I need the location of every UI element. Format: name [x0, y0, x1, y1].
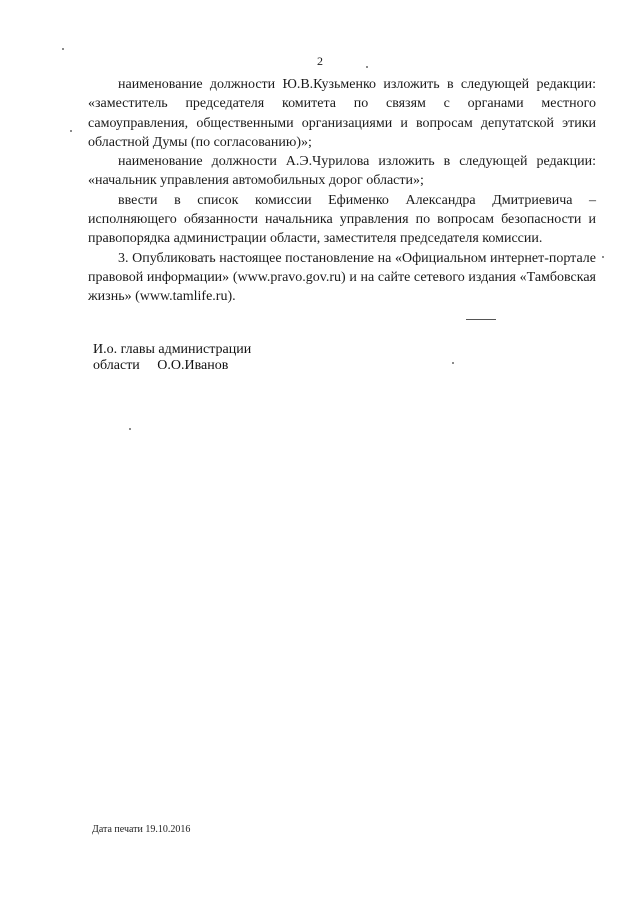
paragraph-publish: 3. Опубликовать настоящее постановление на «Официальном интернет-портале правовой информации» (www.pravo.gov.ru) и на сайте сетевого издания «Тамбовская жизнь» (www.tamlife.ru). — [88, 250, 596, 305]
scan-speck — [452, 362, 454, 364]
scan-speck — [70, 130, 72, 132]
document-body — [88, 75, 596, 307]
signature-block — [93, 342, 251, 374]
scan-mark — [466, 319, 496, 320]
print-date: Дата печати 19.10.2016 — [92, 824, 191, 835]
scan-speck — [366, 66, 368, 68]
paragraph-kuzmenko: наименование должности Ю.В.Кузьменко изложить в следующей редакции: «заместитель председателя комитета по связям с органами местного самоуправления, общественными организациями и вопросам депутатской этики областной Думы (по согласованию)»; — [88, 77, 596, 150]
signature-name: области О.О.Иванов — [93, 358, 229, 373]
signature-title: И.о. главы администрации — [93, 342, 252, 357]
scan-speck — [129, 428, 131, 430]
paragraph-efimenko: ввести в список комиссии Ефименко Александра Дмитриевича – исполняющего обязанности начальника управления по вопросам безопасности и правопорядка администрации области, заместителя председателя комиссии. — [88, 192, 596, 247]
scan-speck — [62, 48, 64, 50]
page-number: 2 — [317, 54, 323, 68]
scan-speck — [602, 256, 604, 258]
paragraph-churilov: наименование должности А.Э.Чурилова изложить в следующей редакции: «начальник управления автомобильных дорог области»; — [88, 154, 596, 189]
